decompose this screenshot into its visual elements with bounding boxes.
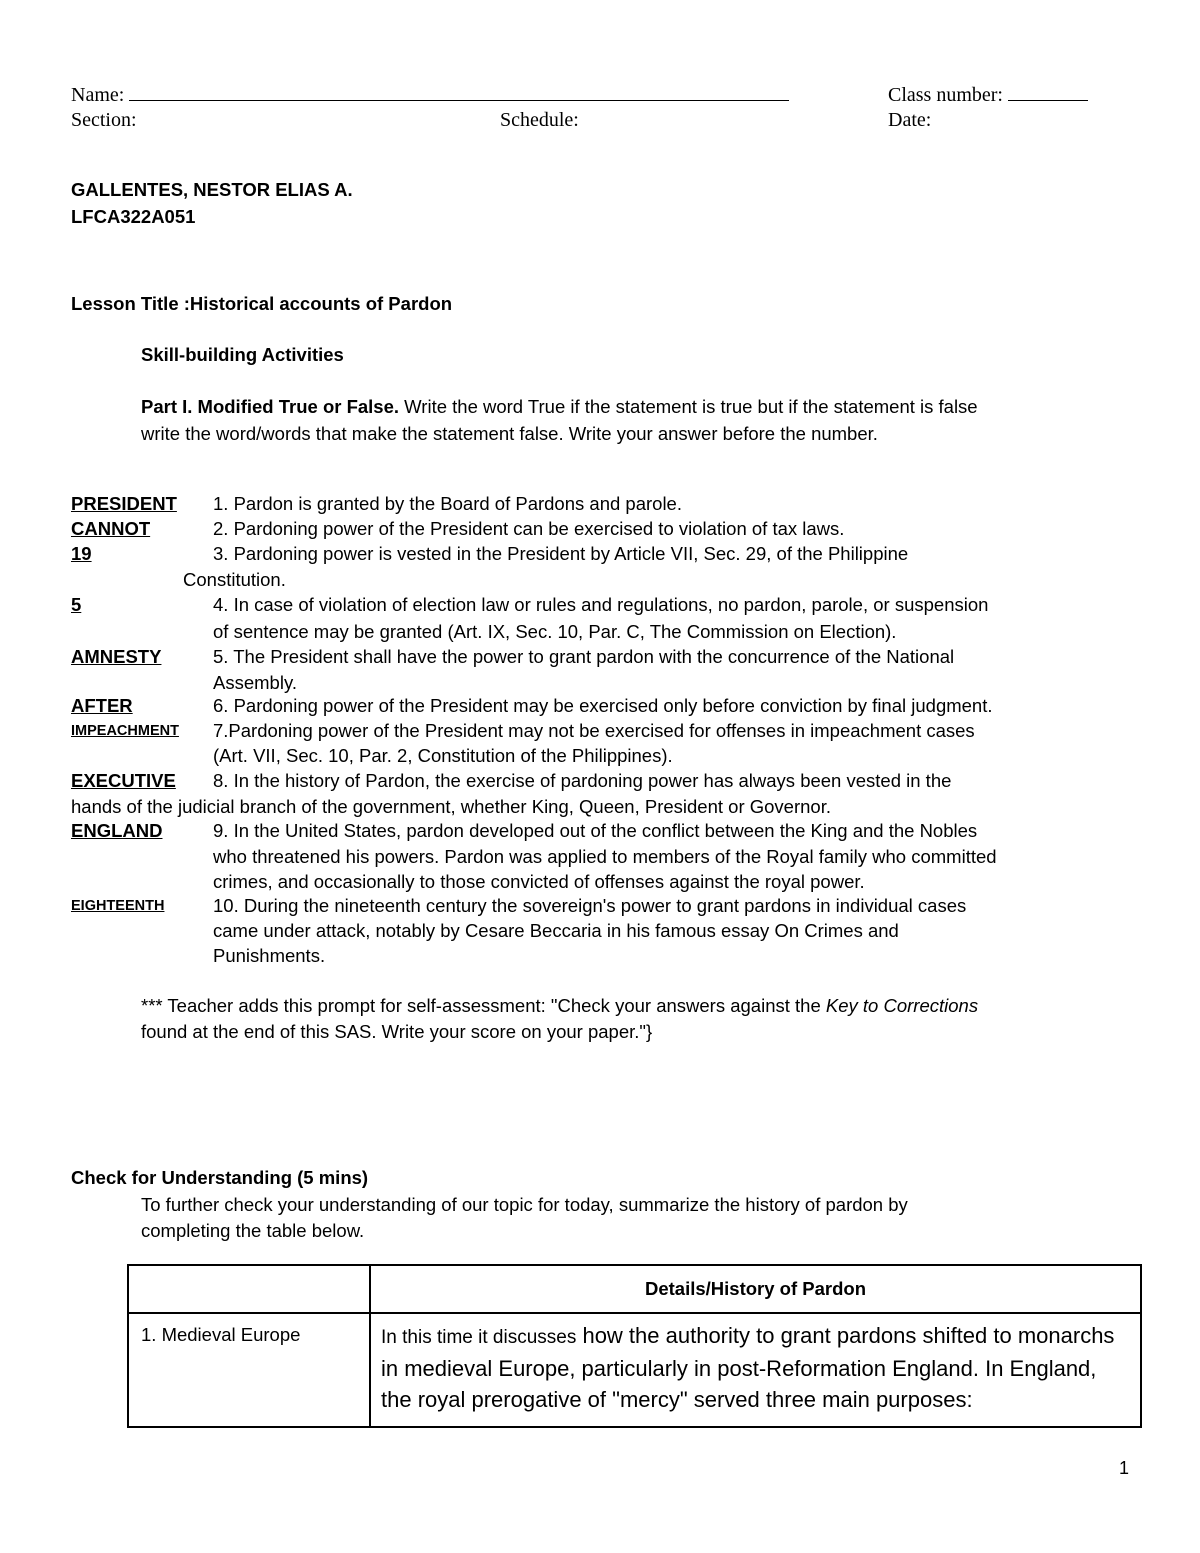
teacher-note-line1: *** Teacher adds this prompt for self-assessment: "Check your answers against the Key to Corrections (141, 995, 979, 1016)
table-header-col2: Details/History of Pardon (370, 1265, 1141, 1313)
page-number: 1 (1119, 1458, 1130, 1478)
answer-4: 5 (71, 594, 82, 615)
table-row-label[interactable]: 1. Medieval Europe (128, 1313, 370, 1427)
part1-instructions-line1: Part I. Modified True or False. Write the word True if the statement is true but if the statement is false (141, 396, 978, 417)
item-4-text-cont: of sentence may be granted (Art. IX, Sec. 10, Par. C, The Commission on Election). (213, 621, 897, 642)
item-9-text-cont1: who threatened his powers. Pardon was applied to members of the Royal family who committed (213, 846, 997, 867)
answer-3: 19 (71, 543, 92, 564)
item-9-text: 9. In the United States, pardon developed out of the conflict between the King and the Nobles (213, 820, 978, 841)
item-7-text: 7.Pardoning power of the President may not be exercised for offenses in impeachment cases (213, 720, 975, 741)
item-10-text-cont2: Punishments. (213, 945, 326, 966)
item-10-text: 10. During the nineteenth century the sovereign's power to grant pardons in individual cases (213, 895, 967, 916)
class-number-label: Class number: (888, 82, 1088, 107)
part1-instructions-line2: write the word/words that make the statement false. Write your answer before the number. (141, 423, 878, 444)
item-10-text-cont1: came under attack, notably by Cesare Beccaria in his famous essay On Crimes and (213, 920, 899, 941)
schedule-label: Schedule: (500, 109, 579, 131)
check-instructions-line1: To further check your understanding of our topic for today, summarize the history of pardon by (141, 1194, 908, 1215)
answer-7: IMPEACHMENT (71, 723, 179, 739)
table-header-row (128, 1265, 1141, 1313)
check-instructions-line2: completing the table below. (141, 1220, 365, 1241)
skill-building-heading: Skill-building Activities (141, 344, 344, 365)
item-8-text-cont: hands of the judicial branch of the government, whether King, Queen, President or Governor. (71, 796, 831, 817)
lesson-title: Lesson Title :Historical accounts of Pardon (71, 293, 453, 314)
item-6-text: 6. Pardoning power of the President may be exercised only before conviction by final judgment. (213, 695, 993, 716)
item-2-text: 2. Pardoning power of the President can be exercised to violation of tax laws. (213, 518, 845, 539)
table-header-col1 (128, 1265, 370, 1313)
item-7-text-cont: (Art. VII, Sec. 10, Par. 2, Constitution of the Philippines). (213, 745, 673, 766)
table-row (128, 1313, 1141, 1427)
item-1-text: 1. Pardon is granted by the Board of Pardons and parole. (213, 493, 682, 514)
item-8-text: 8. In the history of Pardon, the exercise of pardoning power has always been vested in the (213, 770, 952, 791)
name-blank-line[interactable] (129, 82, 789, 101)
answer-6: AFTER (71, 695, 133, 716)
item-5-text-cont: Assembly. (213, 672, 297, 693)
answer-9: ENGLAND (71, 820, 163, 841)
student-id: LFCA322A051 (71, 206, 196, 227)
class-number-blank-line[interactable] (1008, 82, 1088, 101)
section-label: Section: (71, 109, 137, 131)
answer-5: AMNESTY (71, 646, 162, 667)
item-5-text: 5. The President shall have the power to grant pardon with the concurrence of the National (213, 646, 955, 667)
table-row-detail[interactable]: In this time it discusses how the authority to grant pardons shifted to monarchs in medieval Europe, particularly in post-Reformation England. In England, the royal prerogative of "mercy" served three main purposes: (370, 1313, 1141, 1427)
item-3-text: 3. Pardoning power is vested in the President by Article VII, Sec. 29, of the Philippine (213, 543, 909, 564)
item-4-text: 4. In case of violation of election law or rules and regulations, no pardon, parole, or suspension (213, 594, 989, 615)
check-heading: Check for Understanding (5 mins) (71, 1167, 369, 1188)
date-label: Date: (888, 109, 932, 131)
answer-8: EXECUTIVE (71, 770, 176, 791)
name-label: Name: (71, 82, 789, 107)
item-9-text-cont2: crimes, and occasionally to those convicted of offenses against the royal power. (213, 871, 865, 892)
student-name: GALLENTES, NESTOR ELIAS A. (71, 179, 353, 200)
answer-10: EIGHTEENTH (71, 898, 165, 914)
answer-1: PRESIDENT (71, 493, 177, 514)
item-3-text-cont: Constitution. (183, 569, 286, 590)
answer-2: CANNOT (71, 518, 151, 539)
history-table (127, 1264, 1142, 1428)
teacher-note-line2: found at the end of this SAS. Write your score on your paper."} (141, 1021, 653, 1042)
